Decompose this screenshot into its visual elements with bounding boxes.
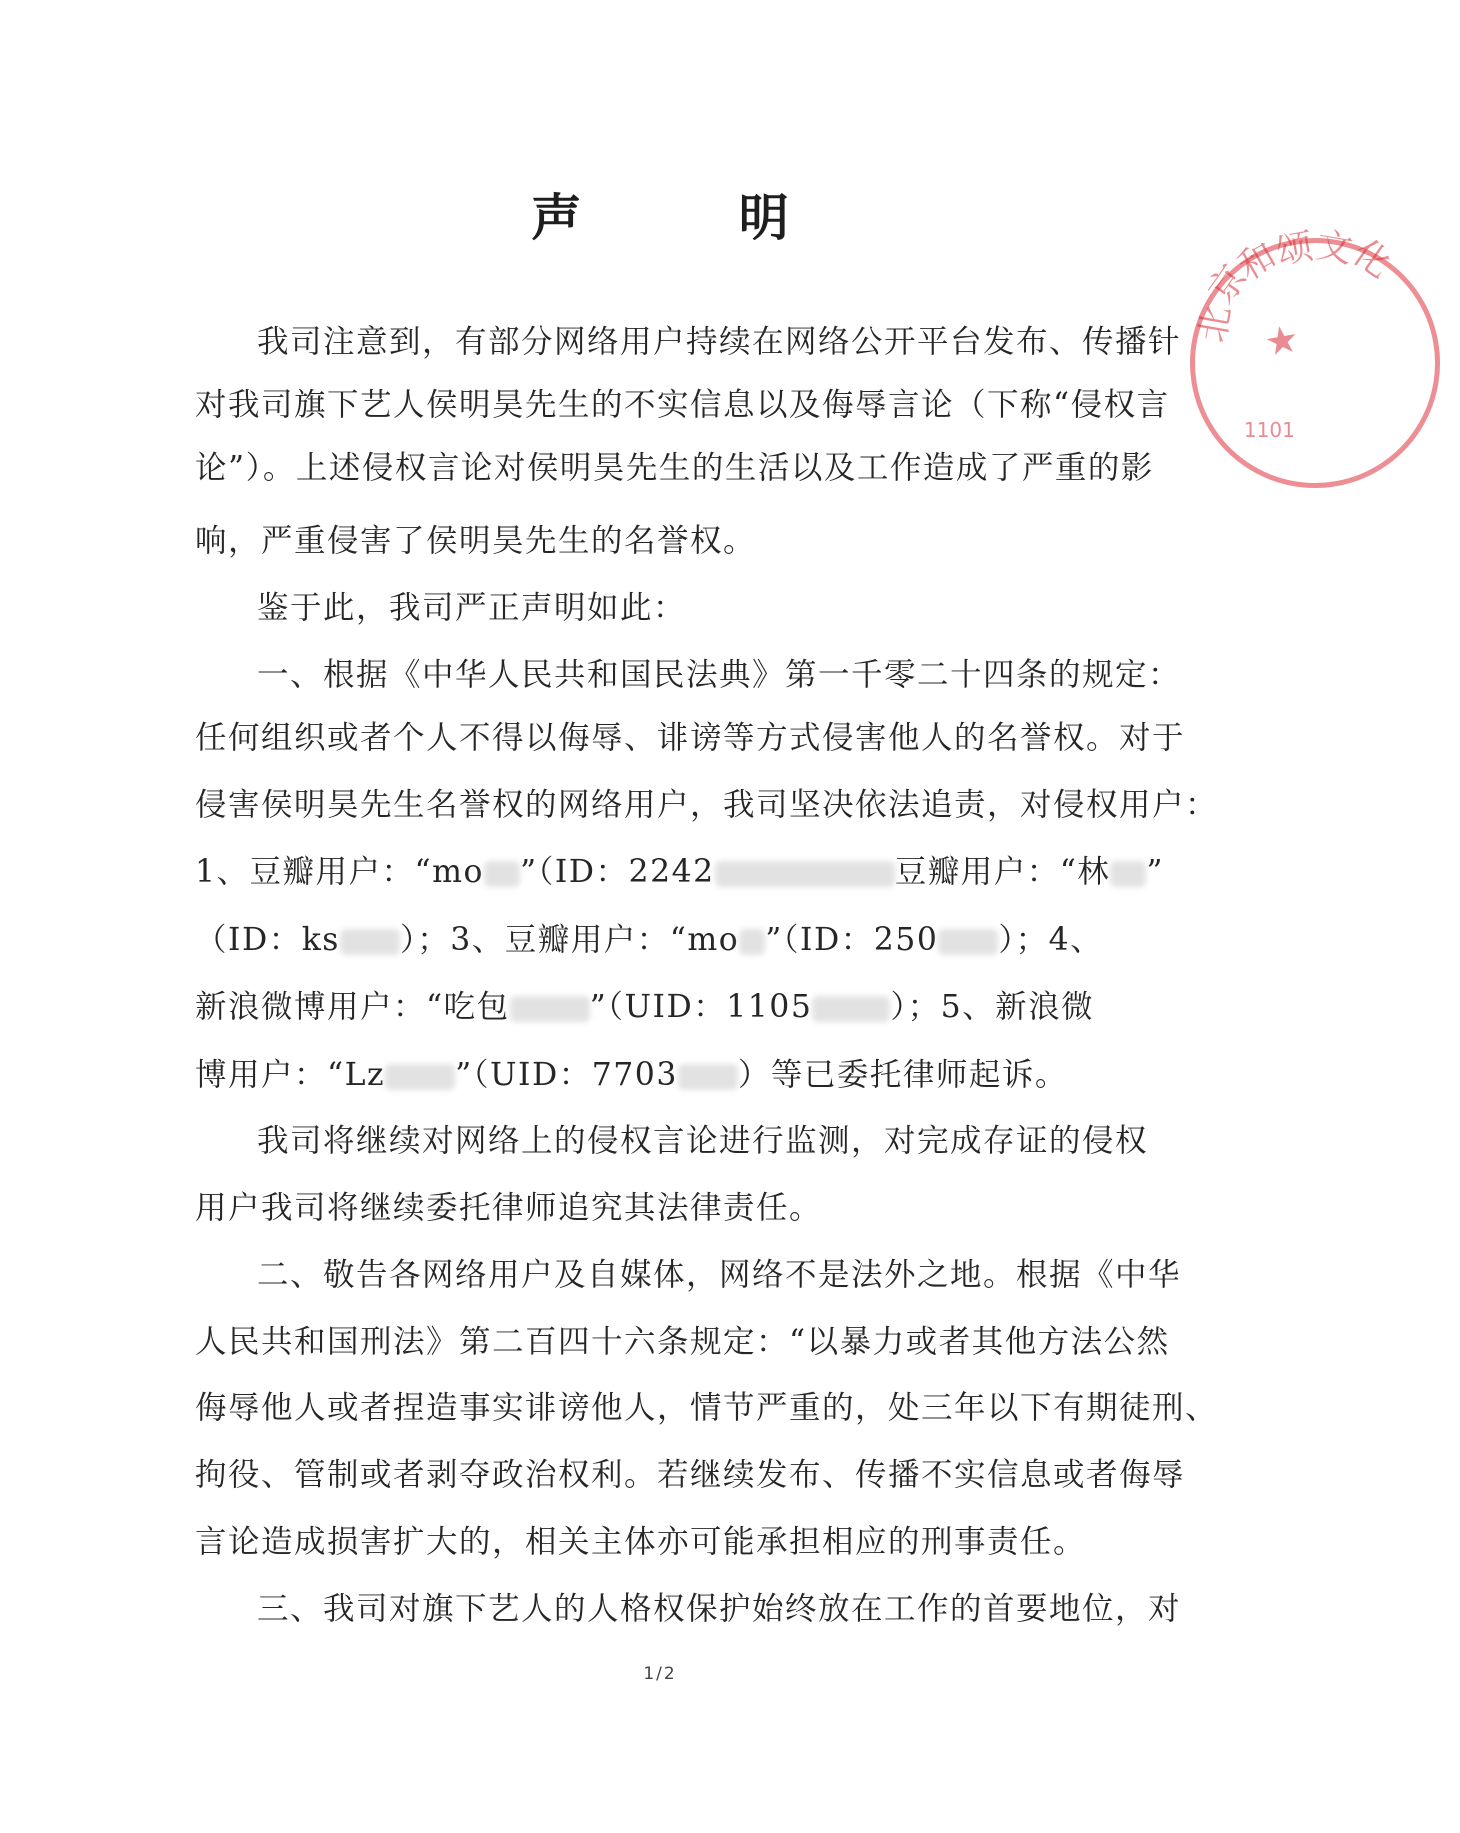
redaction-blur	[938, 929, 998, 955]
paragraph-line: 三、我司对旗下艺人的人格权保护始终放在工作的首要地位，对	[257, 1591, 1182, 1627]
document-title: 声 明	[531, 188, 859, 247]
paragraph-line: 任何组织或者个人不得以侮辱、诽谤等方式侵害他人的名誉权。对于	[195, 720, 1186, 756]
user-4-prefix: 新浪微博用户：“吃包	[195, 989, 510, 1025]
user-2-prefix: 豆瓣用户：“林	[894, 854, 1111, 890]
paragraph-line: 我司将继续对网络上的侵权言论进行监测，对完成存证的侵权	[257, 1123, 1149, 1159]
seal-char: 文	[1313, 224, 1356, 272]
paragraph-line: 对我司旗下艺人侯明昊先生的不实信息以及侮辱言论（下称“侵权言	[195, 387, 1170, 423]
paragraph-line: 言论造成损害扩大的，相关主体亦可能承担相应的刑事责任。	[195, 1524, 1087, 1560]
paragraph-line: 人民共和国刑法》第二百四十六条规定：“以暴力或者其他方法公然	[195, 1324, 1170, 1360]
paragraph-line: 拘役、管制或者剥夺政治权利。若继续发布、传播不实信息或者侮辱	[195, 1457, 1186, 1493]
seal-char: 北	[1192, 302, 1239, 346]
redaction-blur	[1110, 861, 1146, 887]
redacted-user-line	[195, 852, 1164, 892]
paragraph-line: 用户我司将继续委托律师追究其法律责任。	[195, 1190, 823, 1226]
user-2-id-prefix: （ID：ks	[195, 922, 340, 958]
seal-char: 化	[1345, 232, 1399, 287]
redaction-blur	[715, 861, 895, 887]
seal-star-icon: ★	[1261, 315, 1303, 366]
seal-char: 颂	[1273, 225, 1317, 273]
user-5-id-prefix: ”（UID：7703	[455, 1057, 678, 1093]
seal-number: 1101	[1243, 417, 1295, 442]
seal-char: 京	[1201, 257, 1256, 312]
paragraph-line: 响，严重侵害了侯明昊先生的名誉权。	[195, 523, 757, 559]
user-1-id-prefix: ”（ID：2242	[519, 854, 715, 890]
company-seal	[1170, 218, 1460, 508]
user-3-prefix: ）；3、豆瓣用户：“mo	[399, 922, 740, 958]
redacted-user-line	[195, 920, 1103, 960]
page-number: 1/2	[643, 1664, 677, 1684]
paragraph-line: 二、敬告各网络用户及自媒体，网络不是法外之地。根据《中华	[257, 1257, 1182, 1293]
redaction-blur	[510, 996, 590, 1022]
redacted-user-line	[195, 987, 1094, 1027]
paragraph-line: 鉴于此，我司严正声明如此：	[257, 590, 687, 626]
redaction-blur	[739, 929, 765, 955]
seal-char: 和	[1231, 234, 1284, 289]
user-4-id-prefix: ”（UID：1105	[589, 989, 813, 1025]
redaction-blur	[385, 1064, 455, 1090]
redaction-blur	[678, 1064, 738, 1090]
redaction-blur	[812, 996, 890, 1022]
paragraph-line: 论”）。上述侵权言论对侯明昊先生的生活以及工作造成了严重的影	[195, 450, 1154, 486]
user-3-id-prefix: ”（ID：250	[765, 922, 939, 958]
user-4-number: ）；4、	[998, 922, 1104, 958]
user-5-number: ）；5、新浪微	[890, 989, 1095, 1025]
paragraph-line: 我司注意到，有部分网络用户持续在网络公开平台发布、传播针	[257, 324, 1182, 360]
redaction-blur	[484, 861, 520, 887]
users-suffix: ）等已委托律师起诉。	[737, 1057, 1068, 1093]
paragraph-line: 侵害侯明昊先生名誉权的网络用户，我司坚决依法追责，对侵权用户：	[195, 787, 1219, 823]
paragraph-line: 侮辱他人或者捏造事实诽谤他人，情节严重的，处三年以下有期徒刑、	[195, 1390, 1219, 1426]
redacted-user-line	[195, 1055, 1068, 1095]
user-5-prefix: 博用户：“Lz	[195, 1057, 386, 1093]
paragraph-line: 一、根据《中华人民共和国民法典》第一千零二十四条的规定：	[257, 657, 1182, 693]
user-2-suffix: ”	[1146, 854, 1164, 890]
user-1-prefix: 1、豆瓣用户：“mo	[195, 854, 484, 890]
redaction-blur	[340, 929, 400, 955]
